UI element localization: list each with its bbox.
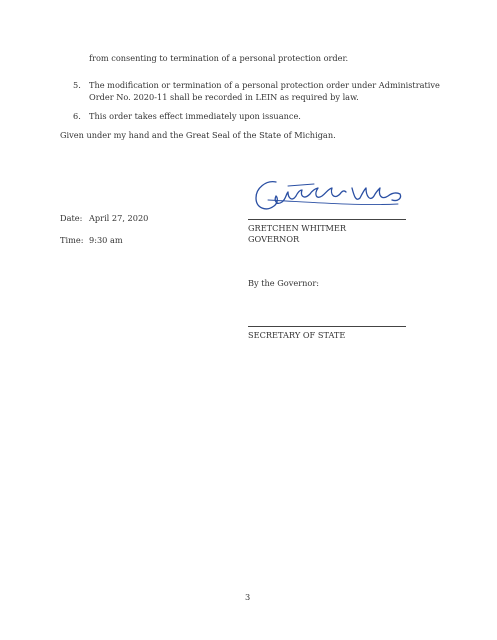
signature-stroke-last [352,188,401,201]
list-item-text-line: This order takes effect immediately upon issuance. [89,111,301,121]
signature-stroke-cross [288,184,314,186]
signature-underline-flourish [268,200,398,205]
list-item-text-line: The modification or termination of a personal protection order under Administrative [89,80,440,90]
time-label: Time: [60,235,84,245]
continuation-text: from consenting to termination of a personal protection order. [89,53,349,63]
signature-stroke-first [256,182,346,209]
date-value: April 27, 2020 [89,213,149,223]
secretary-signature-line [248,326,406,327]
time-value: 9:30 am [89,235,123,245]
governor-signature-line [248,219,406,220]
secretary-title: SECRETARY OF STATE [248,330,346,340]
signatory-name: GRETCHEN WHITMER [248,223,347,233]
closing-statement: Given under my hand and the Great Seal of the State of Michigan. [60,130,336,140]
list-item-number: 6. [73,111,81,121]
governor-signature-image [248,176,408,218]
signatory-title: GOVERNOR [248,234,300,244]
list-item-number: 5. [73,80,81,90]
by-the-governor-label: By the Governor: [248,278,319,288]
page-number: 3 [245,592,251,602]
list-item-text-line: Order No. 2020-11 shall be recorded in LEIN as required by law. [89,92,359,102]
date-label: Date: [60,213,83,223]
signature-strokes [256,182,401,209]
